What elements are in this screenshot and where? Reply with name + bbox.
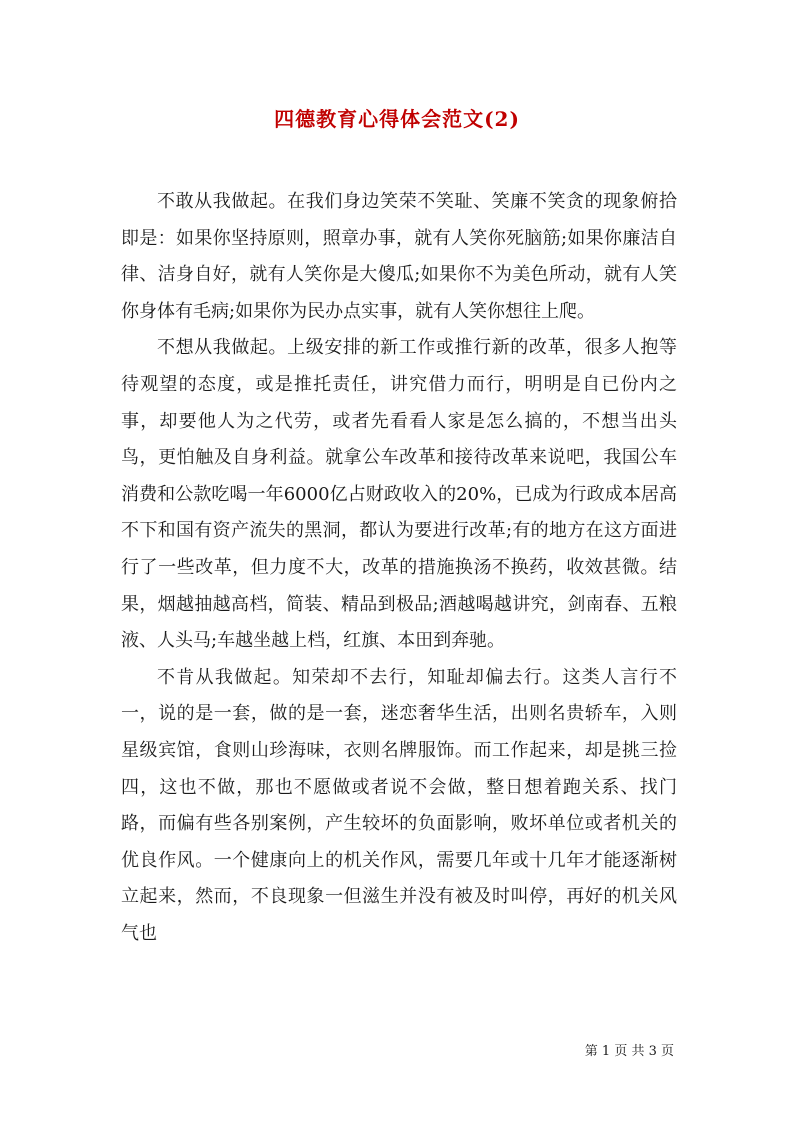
document-body bbox=[121, 184, 677, 952]
page-number-footer: 第 1 页 共 3 页 bbox=[584, 1044, 674, 1059]
paragraph: 不想从我做起。上级安排的新工作或推行新的改革，很多人抱等待观望的态度，或是推托责任，讲究借力而行，明明是自已份内之事，却要他人为之代劳，或者先看看人家是怎么搞的，不想当出头鸟，更怕触及自身利益。就拿公车改革和接待改革来说吧，我国公车消费和公款吃喝一年6000亿占财政收入的20%，已成为行政成本居高不下和国有资产流失的黑洞，都认为要进行改革;有的地方在这方面进行了一些改革，但力度不大，改革的措施换汤不换药，收效甚微。结果，烟越抽越高档，简装、精品到极品;酒越喝越讲究，剑南春、五粮液、人头马;车越坐越上档，红旗、本田到奔驰。 bbox=[121, 337, 677, 652]
document-title: 四德教育心得体会范文(2) bbox=[274, 107, 520, 131]
paragraph: 不敢从我做起。在我们身边笑荣不笑耻、笑廉不笑贪的现象俯拾即是：如果你坚持原则，照章办事，就有人笑你死脑筋;如果你廉洁自律、洁身自好，就有人笑你是大傻瓜;如果你不为美色所动，就有人笑你身体有毛病;如果你为民办点实事，就有人笑你想往上爬。 bbox=[121, 191, 677, 322]
paragraph: 不肯从我做起。知荣却不去行，知耻却偏去行。这类人言行不一，说的是一套，做的是一套，迷恋奢华生活，出则名贵轿车，入则星级宾馆，食则山珍海味，衣则名牌服饰。而工作起来，却是挑三捡四，这也不做，那也不愿做或者说不会做，整日想着跑关系、找门路，而偏有些各别案例，产生较坏的负面影响，败坏单位或者机关的优良作风。一个健康向上的机关作风，需要几年或十几年才能逐渐树立起来，然而，不良现象一但滋生并没有被及时叫停，再好的机关风气也 bbox=[121, 666, 677, 944]
